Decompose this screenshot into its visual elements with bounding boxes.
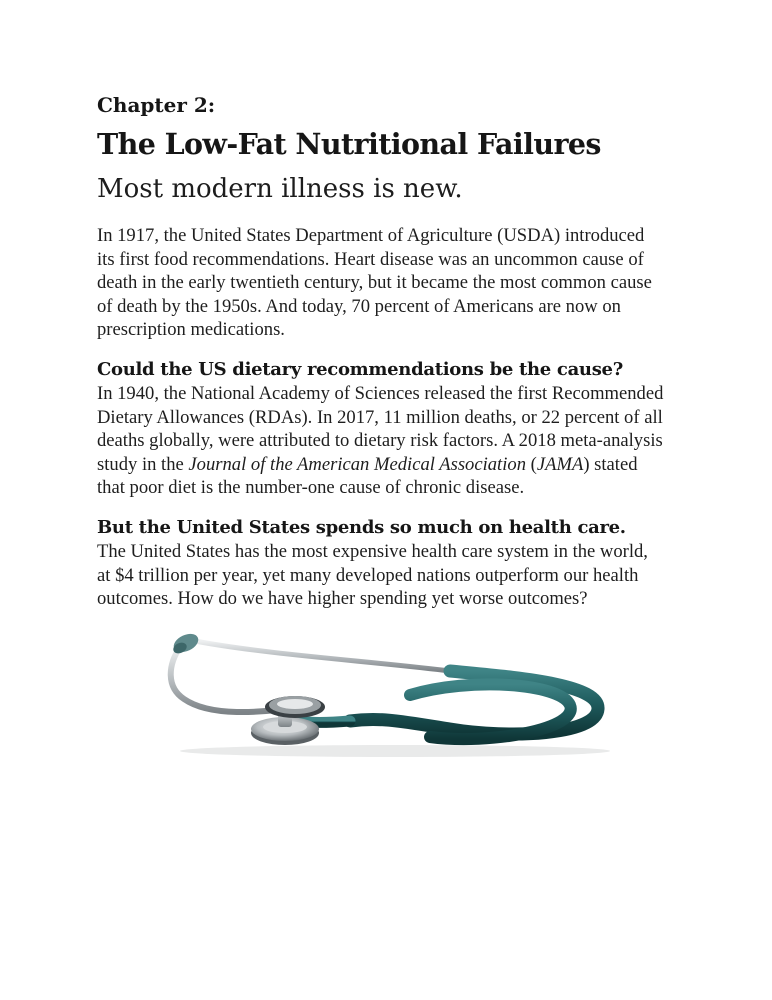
spending-paragraph [97, 540, 687, 611]
dietary-line: deaths globally, were attributed to dietary risk factors. A 2018 meta-analysis [97, 430, 663, 452]
dietary-paragraph [97, 382, 687, 500]
chapter-subtitle: Most modern illness is new. [97, 174, 463, 204]
chapter-title: The Low-Fat Nutritional Failures [97, 127, 601, 161]
dietary-text: ) stated [583, 453, 638, 475]
dietary-line: that poor diet is the number-one cause of chronic disease. [97, 477, 525, 499]
chapter-label: Chapter 2: [97, 93, 216, 117]
dietary-line-with-citation [97, 453, 687, 477]
section-heading-dietary: Could the US dietary recommendations be the cause? [97, 358, 623, 380]
intro-line: In 1917, the United States Department of Agriculture (USDA) introduced [97, 225, 645, 246]
dietary-line: In 1940, the National Academy of Sciences released the first Recommended [97, 382, 664, 404]
intro-line: of death by the 1950s. And today, 70 percent of Americans are now on [97, 295, 621, 317]
journal-name: Journal of the American Medical Association [188, 453, 526, 475]
intro-line: death in the early twentieth century, but it became the most common cause [97, 272, 652, 294]
section-heading-spending: But the United States spends so much on health care. [97, 516, 626, 538]
dietary-text: ( [526, 453, 537, 475]
journal-abbreviation: JAMA [536, 453, 584, 475]
spending-line: The United States has the most expensive health care system in the world, [97, 540, 648, 562]
intro-line: prescription medications. [97, 319, 285, 341]
stethoscope-icon [150, 625, 620, 760]
dietary-line: Dietary Allowances (RDAs). In 2017, 11 million deaths, or 22 percent of all [97, 406, 663, 428]
intro-paragraph [97, 224, 687, 342]
spending-line: at $4 trillion per year, yet many developed nations outperform our health [97, 564, 639, 586]
document-page [97, 92, 687, 611]
spending-line: outcomes. How do we have higher spending yet worse outcomes? [97, 588, 588, 610]
dietary-text: study in the [97, 453, 189, 475]
intro-line: its first food recommendations. Heart disease was an uncommon cause of [97, 248, 644, 270]
